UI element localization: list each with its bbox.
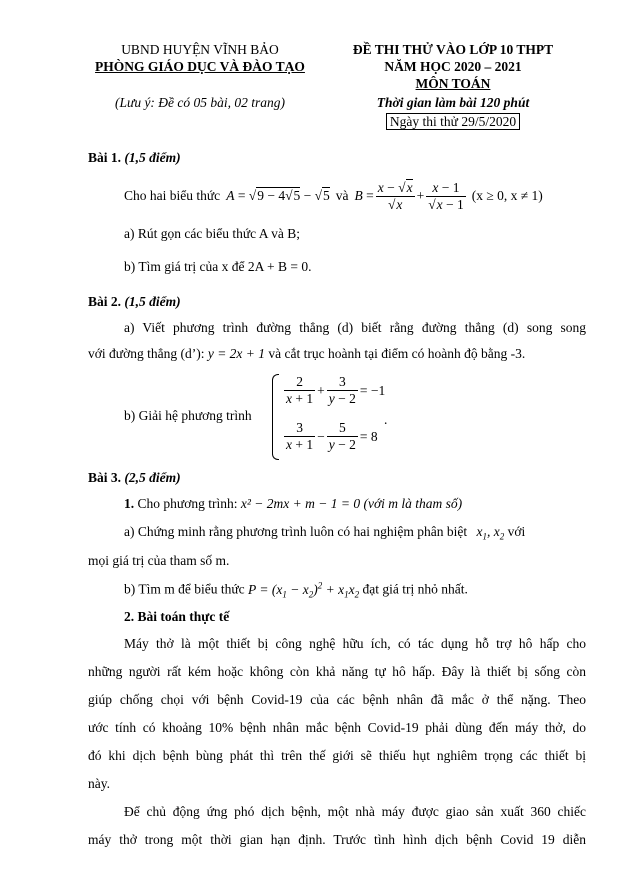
bai3-p1-text: Cho phương trình: bbox=[137, 496, 238, 511]
bai2-a-line2-pre: với đường thẳng (d’): bbox=[88, 346, 205, 361]
bai3-title: Bài 3. bbox=[88, 470, 122, 485]
bai2-b-label: b) Giải hệ phương trình bbox=[124, 408, 252, 423]
bai2-a-line2 bbox=[88, 346, 525, 362]
bai3-p1 bbox=[124, 496, 462, 512]
bai1-points: (1,5 điểm) bbox=[124, 150, 181, 165]
story-line-1: Máy thở là một thiết bị công nghệ hữu ích, có tác dụng hỗ trợ hô hấp cho bbox=[124, 636, 586, 651]
expr-b: B = $\frac{x - √x}{√x}$ + $\frac{x - 1}{√x - 1}$ bbox=[354, 179, 464, 212]
bai2-points: (1,5 điểm) bbox=[124, 294, 181, 309]
bai3-a-line1 bbox=[124, 524, 525, 542]
exam-date: Ngày thi thử 29/5/2020 bbox=[386, 113, 520, 130]
bai2-title: Bài 2. bbox=[88, 294, 122, 309]
bai1-part-a: a) Rút gọn các biểu thức A và B; bbox=[124, 226, 301, 241]
bai1-condition: (x ≥ 0, x ≠ 1) bbox=[471, 188, 543, 203]
header-right-line1: ĐỀ THI THỬ VÀO LỚP 10 THPT bbox=[352, 42, 554, 57]
system-brace bbox=[272, 374, 279, 460]
story-line-6: này. bbox=[88, 776, 110, 791]
header-right-line4: Thời gian làm bài 120 phút bbox=[376, 95, 530, 110]
bai3-heading bbox=[88, 470, 181, 486]
bai3-b-post: đạt giá trị nhỏ nhất. bbox=[362, 581, 468, 597]
story-line-7: Để chủ động ứng phó dịch bệnh, một nhà máy được giao sản xuất 360 chiếc bbox=[124, 804, 586, 819]
story-line-4: ước tính có khoảng 10% bệnh nhân mắc bệnh Covid-19 phải dùng đến máy thở, do bbox=[88, 720, 586, 735]
bai2-heading bbox=[88, 294, 181, 310]
header-left-line1: UBND HUYỆN VĨNH BẢO bbox=[121, 42, 279, 57]
story-line-8: máy thở trong một thời gian hạn định. Trước tình hình dịch bệnh Covid 19 diễn bbox=[88, 832, 586, 847]
quadratic-equation: x² − 2mx + m − 1 = 0 bbox=[240, 496, 361, 511]
bai2-a-line2-post: và cắt trục hoành tại điểm có hoành độ bằng -3. bbox=[268, 346, 526, 361]
bai3-p2-title: 2. Bài toán thực tế bbox=[124, 609, 230, 624]
bai1-part-b: b) Tìm giá trị của x để 2A + B = 0. bbox=[124, 259, 312, 274]
bai3-p1-label: 1. bbox=[124, 496, 135, 511]
bai3-b bbox=[124, 580, 468, 599]
bai3-b-pre: b) Tìm m để biểu thức bbox=[124, 581, 245, 597]
header-right-line2: NĂM HỌC 2020 – 2021 bbox=[384, 59, 522, 74]
bai2-a-line1: a) Viết phương trình đường thẳng (d) biết rằng đường thẳng (d) song song bbox=[124, 320, 586, 335]
bai3-a-line2: mọi giá trị của tham số m. bbox=[88, 553, 230, 568]
header-right-line3: MÔN TOÁN bbox=[415, 76, 491, 91]
bai1-expressions bbox=[124, 176, 543, 216]
system-eq1: $\frac{2}{x + 1}$ + $\frac{3}{y - 2}$ = −1 bbox=[286, 374, 386, 406]
roots-symbol: $x_1$, $x_2$ bbox=[476, 524, 505, 542]
bai1-intro: Cho hai biểu thức bbox=[124, 188, 221, 203]
header-left-line2: PHÒNG GIÁO DỤC VÀ ĐÀO TẠO bbox=[95, 59, 305, 74]
bai1-heading bbox=[88, 150, 181, 166]
bai3-points: (2,5 điểm) bbox=[124, 470, 181, 485]
header-right-line5 bbox=[322, 114, 584, 130]
header-left-note: (Lưu ý: Đề có 05 bài, 02 trang) bbox=[114, 95, 286, 110]
system-eq2: $\frac{3}{x + 1}$ − $\frac{5}{y - 2}$ = 8 bbox=[286, 420, 378, 452]
bai1-title: Bài 1. bbox=[88, 150, 122, 165]
bai3-a-with: với bbox=[507, 524, 526, 539]
story-line-3: giúp chống chọi với bệnh Covid-19 của các bệnh nhân đã mắc ở thể nặng. Theo bbox=[88, 692, 586, 707]
story-line-2: những người rất kém hoặc không còn khả năng tự hô hấp. Đây là thiết bị sống còn bbox=[88, 664, 586, 679]
system-period: . bbox=[384, 412, 388, 427]
expression-p: $P = (x_1 - x_2)^2 + x_1x_2$ bbox=[248, 580, 360, 600]
expr-a: A = √9 − 4√5 − √5 bbox=[226, 188, 330, 203]
bai3-p1-note: (với m là tham số) bbox=[363, 496, 463, 511]
story-line-5: đó khi dịch bệnh bùng phát thì trên thế giới sẽ thiếu hụt nghiêm trọng các thiết bị bbox=[88, 748, 586, 763]
bai3-a-text: a) Chứng minh rằng phương trình luôn có hai nghiệm phân biệt bbox=[124, 524, 468, 539]
line-equation: y = 2x + 1 bbox=[207, 346, 266, 361]
bai1-and: và bbox=[335, 188, 349, 203]
